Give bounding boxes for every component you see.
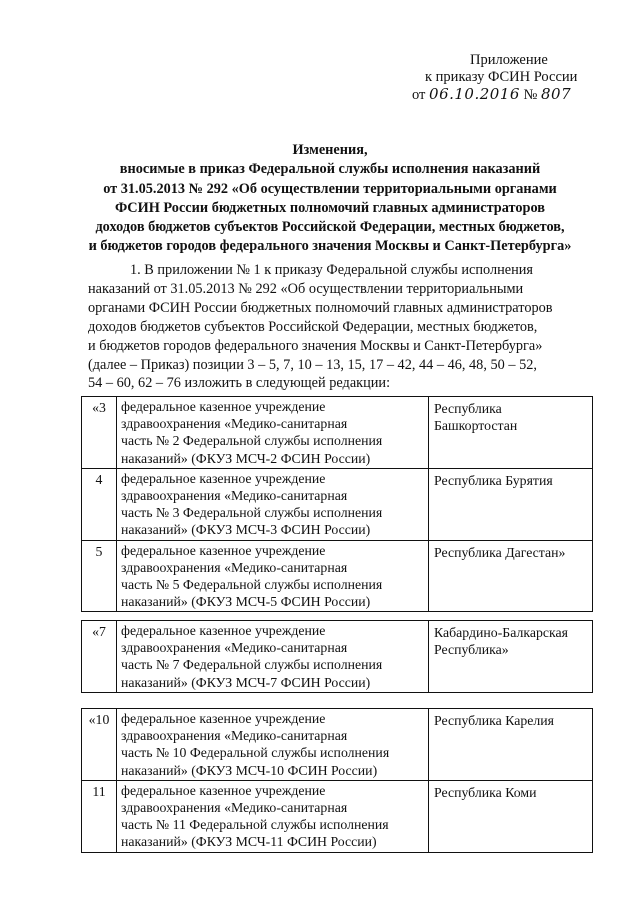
paragraph-line: и бюджетов городов федерального значения Москвы и Санкт-Петербурга» <box>88 337 543 354</box>
institution-name <box>117 540 429 612</box>
document-title <box>60 141 600 257</box>
region-name <box>429 468 593 540</box>
institution-line: наказаний» (ФКУЗ МСЧ-3 ФСИН России) <box>121 522 371 538</box>
institution-line: наказаний» (ФКУЗ МСЧ-2 ФСИН России) <box>121 450 371 466</box>
region-name <box>429 780 593 852</box>
institution-line: федеральное казенное учреждение <box>121 399 326 414</box>
appendix-header <box>412 52 612 104</box>
position-number: 5 <box>82 540 117 612</box>
date-prefix: от <box>412 87 426 103</box>
region-line: Республика» <box>434 642 509 658</box>
table-row <box>82 709 593 781</box>
positions-table-1 <box>81 396 593 612</box>
position-number: «3 <box>82 397 117 469</box>
institution-line: федеральное казенное учреждение <box>121 470 326 486</box>
table-row <box>82 468 593 540</box>
institution-name <box>117 468 429 540</box>
title-line: вносимые в приказ Федеральной службы исполнения наказаний <box>119 161 541 178</box>
paragraph-line: (далее – Приказ) позиции 3 – 5, 7, 10 – 13, 15, 17 – 42, 44 – 46, 48, 50 – 52, <box>88 356 537 373</box>
region-name <box>429 621 593 693</box>
table-row <box>82 540 593 612</box>
region-line: Республика <box>434 401 502 416</box>
institution-line: федеральное казенное учреждение <box>121 782 326 798</box>
region-line: Республика Дагестан» <box>434 544 566 560</box>
institution-line: наказаний» (ФКУЗ МСЧ-10 ФСИН России) <box>121 762 378 778</box>
institution-line: часть № 11 Федеральной службы исполнения <box>121 817 389 833</box>
order-reference: к приказу ФСИН России <box>425 69 578 85</box>
position-number: 11 <box>82 780 117 852</box>
institution-line: наказаний» (ФКУЗ МСЧ-5 ФСИН России) <box>121 594 371 610</box>
institution-name <box>117 621 429 693</box>
region-line: Кабардино-Балкарская <box>434 625 568 640</box>
institution-line: часть № 3 Федеральной службы исполнения <box>121 505 383 521</box>
institution-line: федеральное казенное учреждение <box>121 542 326 558</box>
institution-name <box>117 709 429 781</box>
position-number: 4 <box>82 468 117 540</box>
table-row <box>82 780 593 852</box>
title-line: от 31.05.2013 № 292 «Об осуществлении территориальными органами <box>103 180 557 197</box>
paragraph-line: доходов бюджетов субъектов Российской Федерации, местных бюджетов, <box>88 318 538 335</box>
order-date-line <box>412 86 612 104</box>
institution-line: часть № 7 Федеральной службы исполнения <box>121 657 383 673</box>
title-line: доходов бюджетов субъектов Российской Федерации, местных бюджетов, <box>95 219 565 236</box>
region-name <box>429 540 593 612</box>
institution-name <box>117 780 429 852</box>
title-line: Изменения, <box>292 142 368 158</box>
table-row <box>82 621 593 693</box>
title-line: и бюджетов городов федерального значения Москвы и Санкт-Петербурга» <box>88 238 572 255</box>
paragraph-line: 54 – 60, 62 – 76 изложить в следующей редакции: <box>88 375 391 392</box>
region-line: Республика Бурятия <box>434 472 553 488</box>
institution-line: часть № 5 Федеральной службы исполнения <box>121 577 383 593</box>
institution-line: здравоохранения «Медико-санитарная <box>121 640 348 656</box>
paragraph-line: органами ФСИН России бюджетных полномочий главных администраторов <box>88 299 553 316</box>
handwritten-date: 06.10.2016 <box>429 85 520 103</box>
region-name <box>429 709 593 781</box>
paragraph-line: наказаний от 31.05.2013 № 292 «Об осуществлении территориальными <box>88 280 524 297</box>
title-line: ФСИН России бюджетных полномочий главных администраторов <box>115 199 545 216</box>
institution-line: здравоохранения «Медико-санитарная <box>121 559 348 575</box>
number-prefix: № <box>523 87 538 103</box>
institution-line: наказаний» (ФКУЗ МСЧ-11 ФСИН России) <box>121 834 377 850</box>
region-name <box>429 397 593 469</box>
region-line: Республика Карелия <box>434 713 554 728</box>
paragraph-1 <box>88 261 589 393</box>
institution-line: федеральное казенное учреждение <box>121 623 326 638</box>
appendix-label: Приложение <box>470 52 548 68</box>
institution-name <box>117 397 429 469</box>
table-row <box>82 397 593 469</box>
position-number: «7 <box>82 621 117 693</box>
institution-line: федеральное казенное учреждение <box>121 711 326 726</box>
institution-line: наказаний» (ФКУЗ МСЧ-7 ФСИН России) <box>121 674 371 690</box>
institution-line: здравоохранения «Медико-санитарная <box>121 416 348 432</box>
positions-table-2 <box>81 620 593 693</box>
institution-line: здравоохранения «Медико-санитарная <box>121 800 348 816</box>
position-number: «10 <box>82 709 117 781</box>
region-line: Республика Коми <box>434 784 537 800</box>
institution-line: здравоохранения «Медико-санитарная <box>121 488 348 504</box>
institution-line: здравоохранения «Медико-санитарная <box>121 728 348 744</box>
positions-table-3 <box>81 708 593 853</box>
institution-line: часть № 2 Федеральной службы исполнения <box>121 433 383 449</box>
handwritten-number: 807 <box>541 85 572 103</box>
paragraph-line: 1. В приложении № 1 к приказу Федеральной службы исполнения <box>130 262 533 278</box>
institution-line: часть № 10 Федеральной службы исполнения <box>121 745 390 761</box>
region-line: Башкортостан <box>434 418 518 434</box>
